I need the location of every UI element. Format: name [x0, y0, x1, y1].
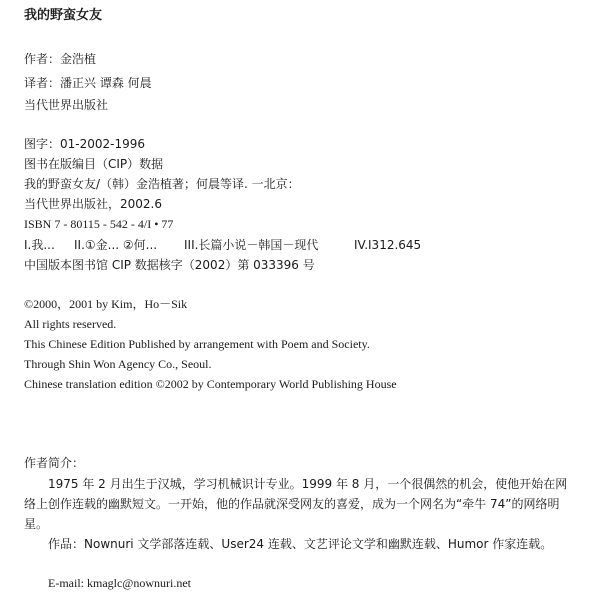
- classification-ii: II.①金... ②何...: [74, 238, 158, 252]
- bio-paragraph-2: 作品：Nownuri 文学部落连载、User24 连载、文艺评论文学和幽默连载、Humor 作家连载。: [48, 537, 553, 551]
- cip-record-line: 中国版本图书馆 CIP 数据核字（2002）第 033396 号: [24, 258, 315, 272]
- copyright-line-1: ©2000，2001 by Kim，Ho－Sik: [24, 297, 188, 311]
- translators-line: 译者：潘正兴 谭森 何晨: [24, 76, 152, 90]
- copyright-line-2: All rights reserved.: [24, 317, 117, 331]
- author-line: 作者：金浩植: [24, 52, 97, 66]
- classification-iv: IV.I312.645: [354, 238, 422, 252]
- classification-i: I.我...: [24, 238, 55, 252]
- bio-paragraph-1: 1975 年 2 月出生于汉城，学习机械识计专业。1999 年 8 月，一个很偶然的机会，使他开始在网络上创作连载的幽默短文。一开始，他的作品就深受网友的喜爱，成为一个网名为“牵牛 74”的网络明星。: [24, 477, 568, 531]
- email-line: E-mail: kmaglc@nownuri.net: [48, 576, 192, 590]
- cip-heading: 图书在版编目（CIP）数据: [24, 157, 164, 171]
- isbn-line: ISBN 7 - 80115 - 542 - 4/I • 77: [24, 217, 174, 231]
- copyright-line-5: Chinese translation edition ©2002 by Contemporary World Publishing House: [24, 377, 397, 391]
- cip-entry-line-2: 当代世界出版社，2002.6: [24, 197, 162, 211]
- copyright-line-3: This Chinese Edition Published by arrangement with Poem and Society.: [24, 337, 370, 351]
- bio-heading: 作者简介：: [24, 456, 85, 470]
- classification-iii: III.长篇小说－韩国－现代: [184, 238, 319, 252]
- copyright-line-4: Through Shin Won Agency Co., Seoul.: [24, 357, 212, 371]
- cip-entry-line-1: 我的野蛮女友/（韩）金浩植著；何晨等译. 一北京：: [24, 177, 300, 191]
- contract-number: 图字：01-2002-1996: [24, 137, 146, 151]
- publisher-line: 当代世界出版社: [24, 98, 109, 112]
- book-title: 我的野蛮女友: [24, 8, 103, 23]
